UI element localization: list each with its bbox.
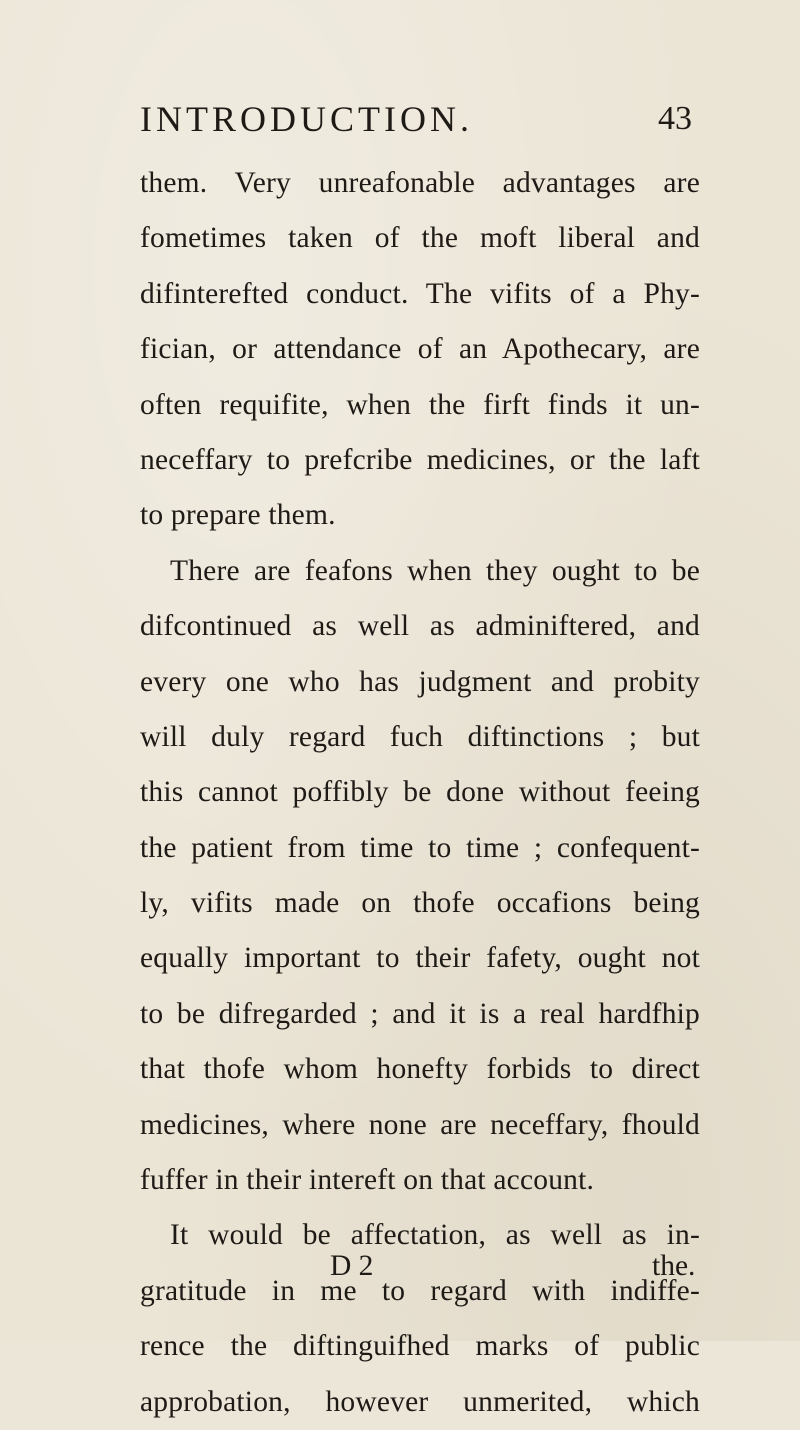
text-line: to prepare them. [140,499,336,532]
text-line: medicines, where none are neceffary, fhould [140,1108,700,1141]
text-line: rence the diftinguifhed marks of public [140,1330,700,1363]
text-line: every one who has judgment and probity [140,665,700,698]
text-line: It would be affectation, as well as in- [170,1219,700,1252]
text-line: fuffer in their intereft on that account. [140,1164,595,1197]
text-line: fician, or attendance of an Apothecary, are [140,333,700,366]
text-line: difcontinued as well as adminiftered, and [140,610,700,643]
text-line: fometimes taken of the moft liberal and [140,222,700,255]
text-line: equally important to their fafety, ought not [140,942,700,975]
text-line: ly, vifits made on thofe occafions being [140,887,700,920]
page-number: 43 [658,100,692,137]
text-line: this cannot poffibly be done without feeing [140,776,700,809]
text-line: them. Very unreafonable advantages are [140,167,700,199]
text-line: approbation, however unmerited, which [140,1385,700,1418]
text-line: neceffary to prefcribe medicines, or the laft [140,443,700,476]
body-text [140,156,700,1430]
text-line: There are feafons when they ought to be [170,554,700,587]
running-head-title: INTRODUCTION. [140,99,473,139]
catchword: the. [652,1250,696,1282]
text-line: gratitude in me to regard with indiffe- [140,1274,700,1307]
signature-mark: D 2 [330,1250,374,1282]
text-line: difinterefted conduct. The vifits of a Phy- [140,277,700,310]
text-line: the patient from time to time ; confequent- [140,831,700,864]
page-footer [140,1250,700,1294]
text-line: often requifite, when the firft finds it un- [140,388,700,421]
text-line: will duly regard fuch diftinctions ; but [140,720,700,753]
text-line: to be difregarded ; and it is a real hardfhip [140,997,700,1030]
running-head [140,98,700,148]
text-line: that thofe whom honefty forbids to direct [140,1053,700,1086]
